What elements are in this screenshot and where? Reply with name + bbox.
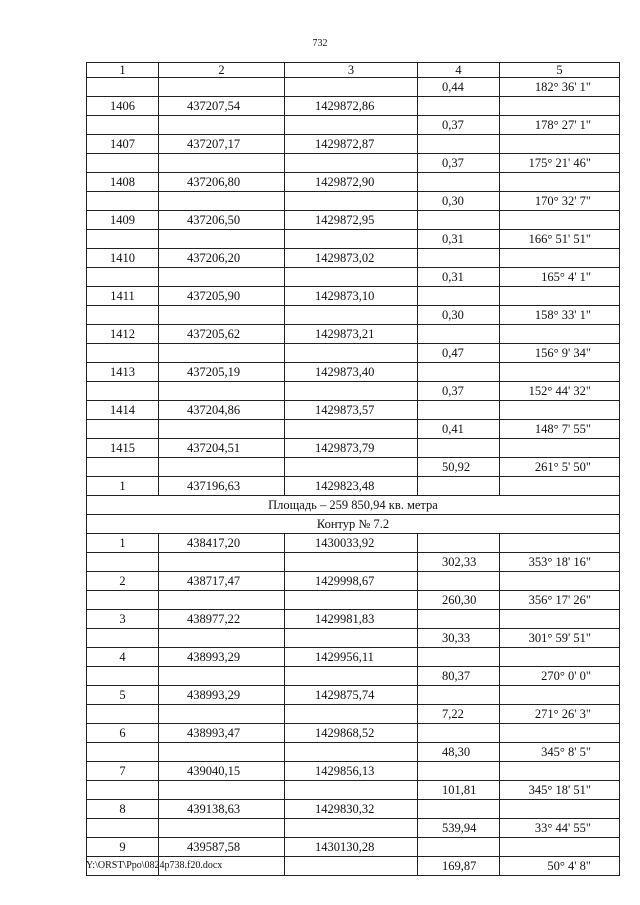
- empty-cell: [418, 325, 500, 344]
- point-number: 9: [87, 838, 159, 857]
- empty-cell: [285, 192, 418, 211]
- point-y-coordinate: 1429856,13: [285, 762, 418, 781]
- point-y-coordinate: 1429873,40: [285, 363, 418, 382]
- table-row-segment: [87, 553, 620, 572]
- empty-cell: [500, 477, 620, 496]
- segment-length: 169,87: [418, 857, 500, 876]
- empty-cell: [159, 591, 285, 610]
- point-number: 5: [87, 686, 159, 705]
- empty-cell: [285, 382, 418, 401]
- empty-cell: [285, 781, 418, 800]
- point-x-coordinate: 437205,19: [159, 363, 285, 382]
- table-row-point: [87, 363, 620, 382]
- empty-cell: [87, 553, 159, 572]
- point-number: 1414: [87, 401, 159, 420]
- point-y-coordinate: 1429868,52: [285, 724, 418, 743]
- empty-cell: [87, 705, 159, 724]
- segment-length: 539,94: [418, 819, 500, 838]
- segment-direction-angle: 166° 51' 51": [500, 230, 620, 249]
- footer-file-path: Y:\ORST\Ppo\0824p738.f20.docx: [86, 860, 223, 871]
- point-number: 1411: [87, 287, 159, 306]
- point-y-coordinate: 1429875,74: [285, 686, 418, 705]
- empty-cell: [87, 116, 159, 135]
- empty-cell: [87, 458, 159, 477]
- empty-cell: [418, 686, 500, 705]
- point-number: 1: [87, 477, 159, 496]
- point-y-coordinate: 1430130,28: [285, 838, 418, 857]
- table-row-segment: [87, 230, 620, 249]
- empty-cell: [285, 553, 418, 572]
- coordinates-table: [86, 62, 620, 876]
- point-number: 1413: [87, 363, 159, 382]
- empty-cell: [285, 230, 418, 249]
- table-row-segment: [87, 344, 620, 363]
- empty-cell: [500, 724, 620, 743]
- empty-cell: [500, 363, 620, 382]
- point-number: 1415: [87, 439, 159, 458]
- point-y-coordinate: 1429956,11: [285, 648, 418, 667]
- empty-cell: [159, 116, 285, 135]
- point-number: 1410: [87, 249, 159, 268]
- table-row-point: [87, 249, 620, 268]
- table-row-segment: [87, 705, 620, 724]
- table-row-point: [87, 325, 620, 344]
- point-x-coordinate: 437204,51: [159, 439, 285, 458]
- empty-cell: [285, 458, 418, 477]
- segment-length: 0,44: [418, 78, 500, 97]
- table-row-segment: [87, 306, 620, 325]
- point-y-coordinate: 1429998,67: [285, 572, 418, 591]
- segment-length: 0,37: [418, 116, 500, 135]
- empty-cell: [87, 344, 159, 363]
- empty-cell: [87, 629, 159, 648]
- empty-cell: [159, 420, 285, 439]
- segment-length: 302,33: [418, 553, 500, 572]
- segment-length: 50,92: [418, 458, 500, 477]
- empty-cell: [285, 591, 418, 610]
- point-x-coordinate: 437207,17: [159, 135, 285, 154]
- table-row-segment: [87, 743, 620, 762]
- page-number: 732: [312, 38, 328, 49]
- empty-cell: [159, 382, 285, 401]
- empty-cell: [500, 173, 620, 192]
- empty-cell: [159, 819, 285, 838]
- empty-cell: [285, 78, 418, 97]
- table-row-point: [87, 610, 620, 629]
- empty-cell: [418, 135, 500, 154]
- segment-length: 0,31: [418, 268, 500, 287]
- empty-cell: [500, 401, 620, 420]
- table-row-segment: [87, 458, 620, 477]
- coordinates-table-body: [87, 63, 620, 876]
- empty-cell: [418, 838, 500, 857]
- point-y-coordinate: 1429830,32: [285, 800, 418, 819]
- empty-cell: [418, 97, 500, 116]
- empty-cell: [285, 667, 418, 686]
- point-x-coordinate: 437206,20: [159, 249, 285, 268]
- empty-cell: [500, 97, 620, 116]
- point-x-coordinate: 437207,54: [159, 97, 285, 116]
- empty-cell: [285, 344, 418, 363]
- empty-cell: [418, 211, 500, 230]
- point-x-coordinate: 437206,80: [159, 173, 285, 192]
- empty-cell: [500, 211, 620, 230]
- segment-direction-angle: 270° 0' 0": [500, 667, 620, 686]
- empty-cell: [159, 743, 285, 762]
- empty-cell: [418, 249, 500, 268]
- segment-length: 0,41: [418, 420, 500, 439]
- empty-cell: [159, 344, 285, 363]
- table-row-segment: [87, 819, 620, 838]
- point-y-coordinate: 1429872,95: [285, 211, 418, 230]
- empty-cell: [418, 439, 500, 458]
- table-row-segment: [87, 154, 620, 173]
- table-row-point: [87, 173, 620, 192]
- header-col-1: 1: [87, 63, 159, 78]
- point-y-coordinate: 1429823,48: [285, 477, 418, 496]
- empty-cell: [418, 762, 500, 781]
- table-row-segment: [87, 781, 620, 800]
- point-number: 1412: [87, 325, 159, 344]
- empty-cell: [418, 724, 500, 743]
- empty-cell: [87, 819, 159, 838]
- point-x-coordinate: 439138,63: [159, 800, 285, 819]
- segment-direction-angle: 175° 21' 46": [500, 154, 620, 173]
- empty-cell: [285, 629, 418, 648]
- segment-length: 0,37: [418, 154, 500, 173]
- table-row-segment: [87, 116, 620, 135]
- empty-cell: [500, 572, 620, 591]
- empty-cell: [87, 306, 159, 325]
- point-y-coordinate: 1429873,57: [285, 401, 418, 420]
- segment-direction-angle: 356° 17' 26": [500, 591, 620, 610]
- table-row-point: [87, 686, 620, 705]
- empty-cell: [500, 648, 620, 667]
- section-heading: Контур № 7.2: [87, 515, 620, 534]
- point-y-coordinate: 1429981,83: [285, 610, 418, 629]
- empty-cell: [159, 705, 285, 724]
- segment-length: 30,33: [418, 629, 500, 648]
- empty-cell: [285, 306, 418, 325]
- segment-direction-angle: 33° 44' 55": [500, 819, 620, 838]
- empty-cell: [418, 477, 500, 496]
- empty-cell: [285, 743, 418, 762]
- header-col-2: 2: [159, 63, 285, 78]
- point-number: 2: [87, 572, 159, 591]
- empty-cell: [285, 116, 418, 135]
- segment-direction-angle: 156° 9' 34": [500, 344, 620, 363]
- empty-cell: [500, 610, 620, 629]
- empty-cell: [285, 154, 418, 173]
- point-y-coordinate: 1429873,10: [285, 287, 418, 306]
- empty-cell: [500, 287, 620, 306]
- segment-direction-angle: 152° 44' 32": [500, 382, 620, 401]
- empty-cell: [159, 192, 285, 211]
- point-y-coordinate: 1429872,90: [285, 173, 418, 192]
- point-y-coordinate: 1429873,21: [285, 325, 418, 344]
- table-row-segment: [87, 667, 620, 686]
- empty-cell: [87, 781, 159, 800]
- point-y-coordinate: 1429872,87: [285, 135, 418, 154]
- segment-length: 0,30: [418, 306, 500, 325]
- table-row-point: [87, 572, 620, 591]
- empty-cell: [87, 78, 159, 97]
- empty-cell: [87, 382, 159, 401]
- point-x-coordinate: 438993,29: [159, 648, 285, 667]
- point-x-coordinate: 438993,29: [159, 686, 285, 705]
- empty-cell: [87, 667, 159, 686]
- header-col-5: 5: [500, 63, 620, 78]
- empty-cell: [159, 230, 285, 249]
- table-row-segment: [87, 591, 620, 610]
- empty-cell: [159, 553, 285, 572]
- segment-length: 0,30: [418, 192, 500, 211]
- empty-cell: [418, 648, 500, 667]
- segment-direction-angle: 170° 32' 7": [500, 192, 620, 211]
- point-number: 6: [87, 724, 159, 743]
- segment-direction-angle: 271° 26' 3": [500, 705, 620, 724]
- point-x-coordinate: 438717,47: [159, 572, 285, 591]
- table-row-point: [87, 534, 620, 553]
- point-y-coordinate: 1429873,79: [285, 439, 418, 458]
- segment-direction-angle: 345° 8' 5": [500, 743, 620, 762]
- segment-length: 260,30: [418, 591, 500, 610]
- segment-length: 0,47: [418, 344, 500, 363]
- segment-length: 48,30: [418, 743, 500, 762]
- point-x-coordinate: 438977,22: [159, 610, 285, 629]
- empty-cell: [285, 857, 418, 876]
- empty-cell: [159, 268, 285, 287]
- empty-cell: [418, 287, 500, 306]
- segment-direction-angle: 182° 36' 1": [500, 78, 620, 97]
- table-row-section: [87, 496, 620, 515]
- empty-cell: [285, 420, 418, 439]
- point-y-coordinate: 1429873,02: [285, 249, 418, 268]
- empty-cell: [285, 268, 418, 287]
- table-row-point: [87, 439, 620, 458]
- empty-cell: [418, 610, 500, 629]
- point-x-coordinate: 438993,47: [159, 724, 285, 743]
- empty-cell: [87, 591, 159, 610]
- empty-cell: [87, 268, 159, 287]
- empty-cell: [159, 781, 285, 800]
- point-x-coordinate: 437206,50: [159, 211, 285, 230]
- segment-length: 101,81: [418, 781, 500, 800]
- section-heading: Площадь – 259 850,94 кв. метра: [87, 496, 620, 515]
- table-row-point: [87, 648, 620, 667]
- empty-cell: [159, 306, 285, 325]
- segment-direction-angle: 158° 33' 1": [500, 306, 620, 325]
- table-row-point: [87, 211, 620, 230]
- point-number: 1406: [87, 97, 159, 116]
- table-row-point: [87, 477, 620, 496]
- empty-cell: [500, 762, 620, 781]
- segment-direction-angle: 353° 18' 16": [500, 553, 620, 572]
- empty-cell: [500, 439, 620, 458]
- empty-cell: [418, 572, 500, 591]
- point-x-coordinate: 438417,20: [159, 534, 285, 553]
- table-row-point: [87, 401, 620, 420]
- empty-cell: [159, 667, 285, 686]
- empty-cell: [418, 534, 500, 553]
- table-row-point: [87, 800, 620, 819]
- empty-cell: [500, 534, 620, 553]
- empty-cell: [500, 800, 620, 819]
- empty-cell: [87, 154, 159, 173]
- table-row-segment: [87, 192, 620, 211]
- table-row-segment: [87, 268, 620, 287]
- empty-cell: [87, 420, 159, 439]
- segment-length: 0,31: [418, 230, 500, 249]
- table-header-row: [87, 63, 620, 78]
- point-x-coordinate: 437205,62: [159, 325, 285, 344]
- empty-cell: [500, 249, 620, 268]
- point-y-coordinate: 1430033,92: [285, 534, 418, 553]
- table-row-segment: [87, 629, 620, 648]
- segment-direction-angle: 345° 18' 51": [500, 781, 620, 800]
- empty-cell: [500, 686, 620, 705]
- table-row-segment: [87, 420, 620, 439]
- point-number: 1407: [87, 135, 159, 154]
- segment-length: 80,37: [418, 667, 500, 686]
- segment-direction-angle: 50° 4' 8": [500, 857, 620, 876]
- table-row-point: [87, 724, 620, 743]
- point-y-coordinate: 1429872,86: [285, 97, 418, 116]
- empty-cell: [418, 363, 500, 382]
- segment-length: 0,37: [418, 382, 500, 401]
- point-x-coordinate: 437204,86: [159, 401, 285, 420]
- table-row-point: [87, 135, 620, 154]
- point-x-coordinate: 439587,58: [159, 838, 285, 857]
- point-number: 1408: [87, 173, 159, 192]
- empty-cell: [285, 705, 418, 724]
- segment-length: 7,22: [418, 705, 500, 724]
- empty-cell: [87, 230, 159, 249]
- segment-direction-angle: 178° 27' 1": [500, 116, 620, 135]
- table-row-segment: [87, 382, 620, 401]
- point-number: 7: [87, 762, 159, 781]
- empty-cell: [418, 800, 500, 819]
- table-row-point: [87, 97, 620, 116]
- point-x-coordinate: 437205,90: [159, 287, 285, 306]
- segment-direction-angle: 148° 7' 55": [500, 420, 620, 439]
- point-number: 1: [87, 534, 159, 553]
- point-number: 8: [87, 800, 159, 819]
- header-col-3: 3: [285, 63, 418, 78]
- empty-cell: [285, 819, 418, 838]
- empty-cell: [500, 838, 620, 857]
- point-x-coordinate: 437196,63: [159, 477, 285, 496]
- point-number: 3: [87, 610, 159, 629]
- table-row-point: [87, 287, 620, 306]
- point-number: 1409: [87, 211, 159, 230]
- segment-direction-angle: 165° 4' 1": [500, 268, 620, 287]
- empty-cell: [87, 192, 159, 211]
- empty-cell: [159, 154, 285, 173]
- empty-cell: [500, 135, 620, 154]
- table-row-section: [87, 515, 620, 534]
- empty-cell: [159, 458, 285, 477]
- empty-cell: [87, 743, 159, 762]
- point-x-coordinate: 439040,15: [159, 762, 285, 781]
- header-col-4: 4: [418, 63, 500, 78]
- table-row-segment: [87, 78, 620, 97]
- empty-cell: [418, 173, 500, 192]
- segment-direction-angle: 301° 59' 51": [500, 629, 620, 648]
- table-row-point: [87, 762, 620, 781]
- empty-cell: [500, 325, 620, 344]
- segment-direction-angle: 261° 5' 50": [500, 458, 620, 477]
- point-number: 4: [87, 648, 159, 667]
- empty-cell: [159, 629, 285, 648]
- table-row-point: [87, 838, 620, 857]
- empty-cell: [418, 401, 500, 420]
- empty-cell: [159, 78, 285, 97]
